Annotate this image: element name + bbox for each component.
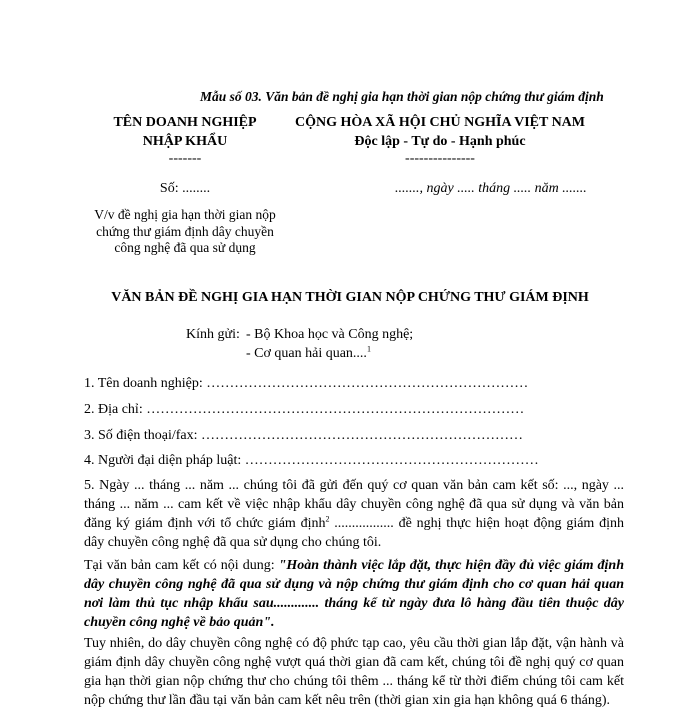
field-phone-fax: 3. Số điện thoại/fax: …………………………………………………………… bbox=[84, 428, 524, 443]
right-header-divider: --------------- bbox=[405, 151, 475, 166]
company-name bbox=[90, 113, 280, 151]
document-subject: V/v đề nghị gia hạn thời gian nộp chứng thư giám định dây chuyền công nghệ đã qua sử dụng bbox=[94, 207, 276, 255]
field-company-name: 1. Tên doanh nghiệp: …………………………………………………………… bbox=[84, 376, 529, 391]
national-header bbox=[270, 113, 610, 151]
recipient-item-customs bbox=[246, 346, 371, 362]
field-legal-representative: 4. Người đại diện pháp luật: ……………………………………………………… bbox=[84, 453, 539, 468]
company-name-line1: TÊN DOANH NGHIỆP bbox=[113, 115, 257, 130]
paragraph-6-lead: Tại văn bản cam kết có nội dung: bbox=[84, 558, 279, 573]
nation-motto: Độc lập - Tự do - Hạnh phúc bbox=[354, 134, 526, 149]
recipient-label: Kính gửi: bbox=[186, 327, 240, 342]
paragraph-commitment-reference bbox=[84, 476, 624, 552]
field-address: 2. Địa chỉ: ……………………………………………………………………… bbox=[84, 402, 525, 417]
footnote-marker-1: 1 bbox=[366, 344, 371, 354]
form-title: Mẫu số 03. Văn bản đề nghị gia hạn thời gian nộp chứng thư giám định bbox=[200, 89, 604, 104]
document-heading: VĂN BẢN ĐỀ NGHỊ GIA HẠN THỜI GIAN NỘP CHỨNG THƯ GIÁM ĐỊNH bbox=[111, 290, 589, 305]
document-number: Số: ........ bbox=[159, 181, 211, 196]
paragraph-extension-request: Tuy nhiên, do dây chuyền công nghệ có độ phức tạp cao, yêu cầu thời gian lắp đặt, vận hành và giám định dây chuyền công nghệ vượt quá thời gian đã cam kết, chúng tôi đề nghị quý cơ quan gia hạn thời gian nộp chứng thư cho chúng tôi thêm ... tháng kể từ thời điểm chúng tôi cam kết nộp chứng thư lần đầu tại văn bản cam kết nêu trên (thời gian xin gia hạn không quá 6 tháng). bbox=[84, 636, 624, 708]
left-header-divider: ------- bbox=[168, 151, 202, 166]
footnote-marker-2: 2 bbox=[325, 514, 330, 524]
date-line: ......., ngày ..... tháng ..... năm ....... bbox=[395, 181, 587, 196]
recipient-item-ministry: - Bộ Khoa học và Công nghệ; bbox=[246, 327, 414, 342]
paragraph-5-text-b: ................. đề nghị thực hiện hoạt động giám định dây chuyền công nghệ đã qua sử dụng cho chúng tôi. bbox=[84, 516, 624, 550]
paragraph-5-text-a: 5. Ngày ... tháng ... năm ... chúng tôi đã gửi đến quý cơ quan văn bản cam kết số: ..., ngày ... tháng ... năm ... cam kết về việc nhập khẩu dây chuyền công nghệ đã qua sử dụng và văn bản đăng ký giám định với tổ chức giám định bbox=[84, 478, 624, 531]
recipient-item-customs-text: - Cơ quan hải quan.... bbox=[246, 346, 367, 361]
nation-name: CỘNG HÒA XÃ HỘI CHỦ NGHĨA VIỆT NAM bbox=[294, 115, 585, 130]
company-name-line2: NHẬP KHẨU bbox=[142, 134, 228, 149]
paragraph-6-quote: "Hoàn thành việc lắp đặt, thực hiện đầy đủ việc giám định dây chuyền công nghệ đã qua sử dụng và nộp chứng thư giám định cho cơ quan hải quan nơi làm thủ tục nhập khẩu sau............. tháng kể từ ngày đưa lô hàng đầu tiên thuộc dây chuyền công nghệ về bảo quản". bbox=[84, 558, 624, 630]
paragraph-commitment-content bbox=[84, 556, 624, 632]
